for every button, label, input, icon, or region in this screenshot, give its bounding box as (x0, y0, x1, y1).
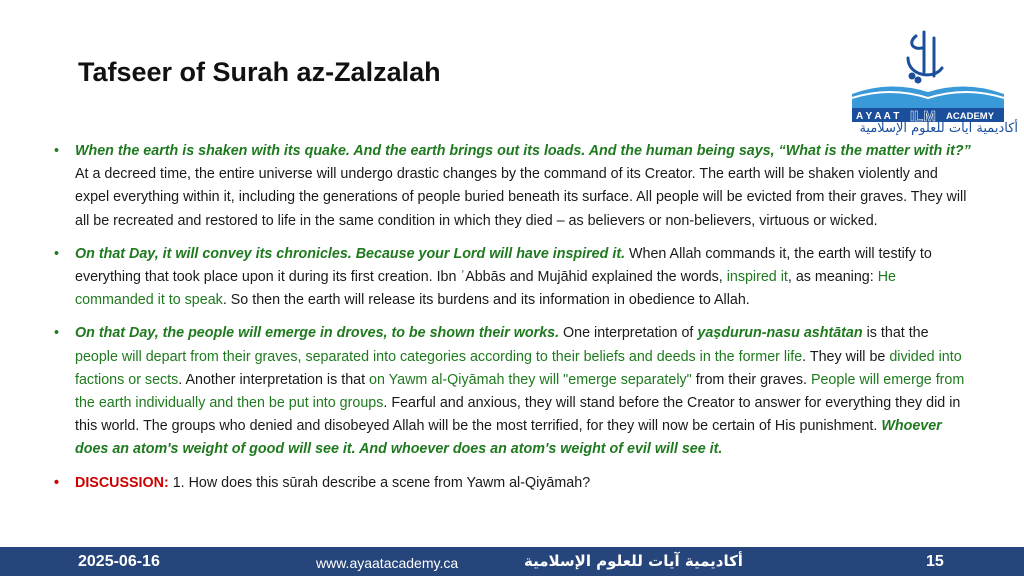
bullet-item (54, 322, 974, 461)
logo-ilm-text: ILM (910, 108, 936, 125)
highlight-text: on Yawm al-Qiyāmah they will "emerge separately" (369, 371, 692, 388)
footer-bar (0, 547, 1024, 576)
footer-arabic-name: أكاديمية آيات للعلوم الإسلامية (524, 552, 743, 570)
slide-title: Tafseer of Surah az-Zalzalah (78, 57, 441, 87)
quran-verse-text: When the earth is shaken with its quake. And the earth brings out its loads. And the human being says, “What is the matter with it?” (75, 143, 971, 159)
bullet-dot-icon: • (54, 474, 60, 491)
calligraphy-mark (908, 32, 942, 82)
quran-verse-text: On that Day, it will convey its chronicles. Because your Lord will have inspired it. (75, 245, 626, 262)
highlight-text: People will emerge from the earth individually and then be put into groups (75, 371, 965, 412)
body-text: . They will be (802, 348, 890, 365)
body-text: . So then the earth will release its burdens and its information in obedience to Allah. (222, 292, 750, 309)
body-text: 1. How does this sūrah describe a scene from Yawm al-Qiyāmah? (168, 474, 591, 491)
highlight-text: divided into factions or sects (75, 348, 962, 388)
body-text: . Fearful and anxious, they will stand before the Creator to answer for everything they did in this world. The groups who denied and disobeyed Allah will be the most terrified, for they will now be certain of His punishment. (75, 395, 961, 435)
footer-date: 2025-06-16 (78, 553, 160, 570)
body-text: When Allah commands it, the earth will testify to everything that took place upon it during its first creation. Ibn ʾAbbās and Mujāhid explained the words, (75, 245, 932, 286)
logo-arabic-name: أكاديمية آيات للعلوم الإسلامية (859, 121, 1018, 136)
body-text: , as meaning: (787, 269, 878, 286)
highlight-text: inspired it (726, 269, 788, 286)
body-text: is that the (862, 325, 929, 342)
bullet-dot-icon: • (54, 245, 60, 262)
quran-verse-text: yaṣdurun-nasu ashtātan (697, 325, 863, 342)
logo-aya-text: A Y A A T (856, 111, 900, 122)
highlight-text: He commanded it to speak (75, 269, 896, 309)
bullet-dot-icon: • (54, 325, 60, 342)
logo-academy-text: ACADEMY (946, 111, 995, 122)
body-text: from their graves. (691, 371, 811, 388)
page-number: 15 (926, 553, 944, 570)
footer-url[interactable]: www.ayaatacademy.ca (316, 555, 459, 571)
discussion-label: DISCUSSION: (75, 474, 169, 491)
quran-verse-text: Whoever does an atom's weight of good will see it. And whoever does an atom's weight of evil will see it. (75, 418, 942, 458)
bullet-item (54, 243, 974, 313)
highlight-text: people will depart from their graves, separated into categories according to their beliefs and deeds in the former life (75, 348, 803, 365)
quran-verse-text: On that Day, the people will emerge in droves, to be shown their works. (75, 325, 560, 342)
slide-content (54, 140, 974, 505)
body-text: One interpretation of (559, 325, 698, 342)
body-text: . Another interpretation is that (178, 371, 370, 388)
bullet-dot-icon: • (54, 143, 60, 159)
bullet-item (54, 140, 974, 233)
body-text: At a decreed time, the entire universe will undergo drastic changes by the command of its Creator. The earth will be shaken violently and expel everything within it, including the generations of people buried beneath its surface. All people will be evicted from their graves. They will all be recreated and restored to life in the same condition in which they died – as believers or non-believers, virtuous or wicked. (75, 166, 967, 229)
bullet-item (54, 472, 974, 495)
